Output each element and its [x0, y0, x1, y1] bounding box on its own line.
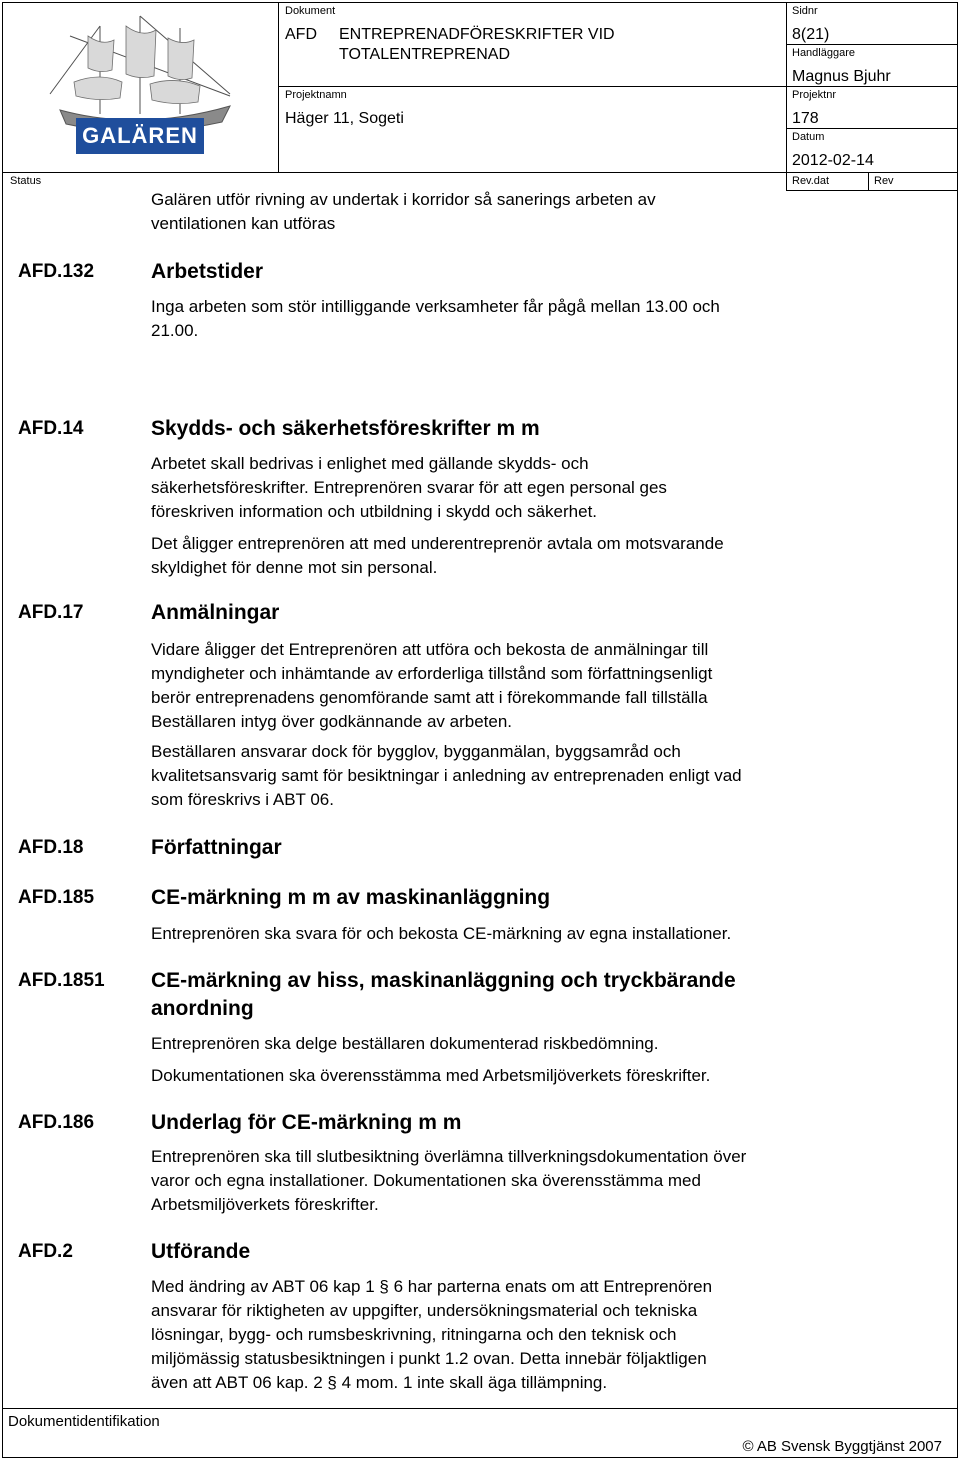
section-186-line-2: varor och egna installationer. Dokumentationen ska överensstämma med — [151, 1171, 701, 1190]
section-2-line-1: Med ändring av ABT 06 kap 1 § 6 har parterna enats om att Entreprenören — [151, 1277, 713, 1296]
section-title-1851-line-2: anordning — [151, 997, 254, 1020]
header-divider — [2, 172, 958, 173]
section-2-line-4: miljömässig statusbesiktningen i punkt 1.2 ovan. Detta innebär följaktligen — [151, 1349, 707, 1368]
header-row-line-3 — [786, 128, 958, 129]
projektnamn-label: Projektnamn — [285, 89, 347, 101]
status-label: Status — [10, 175, 42, 187]
section-2-line-5: även att ABT 06 kap. 2 § 4 mom. 1 inte skall äga tillämpning. — [151, 1373, 608, 1392]
section-title-1851-line-1: CE-märkning av hiss, maskinanläggning och tryckbärande — [151, 969, 736, 992]
section-1851-line-2: Dokumentationen ska överensstämma med Arbetsmiljöverkets föreskrifter. — [151, 1066, 711, 1085]
section-17-line-4: Beställaren intyg över godkännande av arbeten. — [151, 712, 513, 731]
section-2-line-2: ansvarar för riktigheten av uppgifter, undersökningsmaterial och tekniska — [151, 1301, 698, 1320]
header-vertical-left — [278, 2, 279, 172]
section-14-line-4: Det åligger entreprenören att med underentreprenör avtala om motsvarande — [151, 534, 724, 553]
section-2-line-3: lösningar, bygg- och rumsbeskrivning, ritningarna och den teknisk och — [151, 1325, 677, 1344]
section-code-1851: AFD.1851 — [18, 970, 105, 991]
revdat-label: Rev.dat — [792, 175, 830, 187]
header-row-line-2 — [786, 44, 958, 45]
header-vertical-right — [786, 2, 787, 190]
section-185-line-1: Entreprenören ska svara för och bekosta CE-märkning av egna installationer. — [151, 924, 732, 943]
datum-value: 2012-02-14 — [792, 152, 874, 169]
section-code-185: AFD.185 — [18, 887, 95, 908]
intro-line-1: Galären utför rivning av undertak i korridor så sanerings arbeten av — [151, 190, 656, 209]
rev-label: Rev — [874, 175, 894, 187]
projektnr-value: 178 — [792, 110, 819, 127]
section-title-17: Anmälningar — [151, 601, 280, 624]
section-14-line-2: säkerhetsföreskrifter. Entreprenören svarar för att egen personal ges — [151, 478, 667, 497]
section-title-186: Underlag för CE-märkning m m — [151, 1111, 462, 1134]
section-title-14: Skydds- och säkerhetsföreskrifter m m — [151, 417, 540, 440]
section-14-line-3: föreskriven information och utbildning i skydd och säkerhet. — [151, 502, 598, 521]
footer-copyright: © AB Svensk Byggtjänst 2007 — [742, 1438, 942, 1455]
section-code-2: AFD.2 — [18, 1241, 73, 1262]
revdat-bottom-line — [786, 190, 958, 191]
section-title-132: Arbetstider — [151, 260, 264, 283]
section-17-line-3: berör entreprenadens genomförande samt att i förekommande fall tillställa — [151, 688, 708, 707]
datum-label: Datum — [792, 131, 825, 143]
section-132-line-2: 21.00. — [151, 321, 199, 340]
section-14-line-1: Arbetet skall bedrivas i enlighet med gällande skydds- och — [151, 454, 589, 473]
section-1851-line-1: Entreprenören ska delge beställaren dokumenterad riskbedömning. — [151, 1034, 659, 1053]
sidnr-value: 8(21) — [792, 26, 830, 43]
section-title-185: CE-märkning m m av maskinanläggning — [151, 886, 551, 909]
section-17-line-1: Vidare åligger det Entreprenören att utföra och bekosta de anmälningar till — [151, 640, 709, 659]
section-title-2: Utförande — [151, 1240, 251, 1263]
section-code-132: AFD.132 — [18, 261, 95, 282]
section-17-line-7: som föreskrivs i ABT 06. — [151, 790, 334, 809]
dokument-title-2: TOTALENTREPRENAD — [339, 46, 510, 63]
dokument-code: AFD — [285, 26, 317, 43]
logo-text: GALÄREN — [82, 123, 198, 148]
section-14-line-5: skyldighet för denne mot sin personal. — [151, 558, 438, 577]
company-logo — [30, 6, 250, 166]
dokument-label: Dokument — [285, 5, 336, 17]
section-17-line-6: kvalitetsansvarig samt för besiktningar i anledning av entreprenaden enligt vad — [151, 766, 742, 785]
header-row-line-1 — [278, 86, 958, 87]
footer-doc-id-label: Dokumentidentifikation — [8, 1413, 160, 1430]
section-17-line-5: Beställaren ansvarar dock för bygglov, bygganmälan, byggsamråd och — [151, 742, 681, 761]
projektnr-label: Projektnr — [792, 89, 837, 101]
footer-divider — [2, 1408, 958, 1409]
section-code-17: AFD.17 — [18, 602, 84, 623]
section-code-14: AFD.14 — [18, 418, 84, 439]
section-17-line-2: myndigheter och inhämtande av erforderliga tillstånd som författningsenligt — [151, 664, 713, 683]
section-186-line-3: Arbetsmiljöverkets föreskrifter. — [151, 1195, 379, 1214]
projektnamn-value: Häger 11, Sogeti — [285, 110, 404, 127]
intro-line-2: ventilationen kan utföras — [151, 214, 336, 233]
section-code-186: AFD.186 — [18, 1112, 95, 1133]
section-title-18: Författningar — [151, 836, 282, 859]
handlaggare-value: Magnus Bjuhr — [792, 68, 891, 85]
section-code-18: AFD.18 — [18, 837, 84, 858]
rev-vertical — [868, 172, 869, 190]
sidnr-label: Sidnr — [792, 5, 818, 17]
dokument-title-1: ENTREPRENADFÖRESKRIFTER VID — [339, 26, 615, 43]
section-186-line-1: Entreprenören ska till slutbesiktning överlämna tillverkningsdokumentation över — [151, 1147, 747, 1166]
handlaggare-label: Handläggare — [792, 47, 855, 59]
section-132-line-1: Inga arbeten som stör intilliggande verksamheter får pågå mellan 13.00 och — [151, 297, 720, 316]
